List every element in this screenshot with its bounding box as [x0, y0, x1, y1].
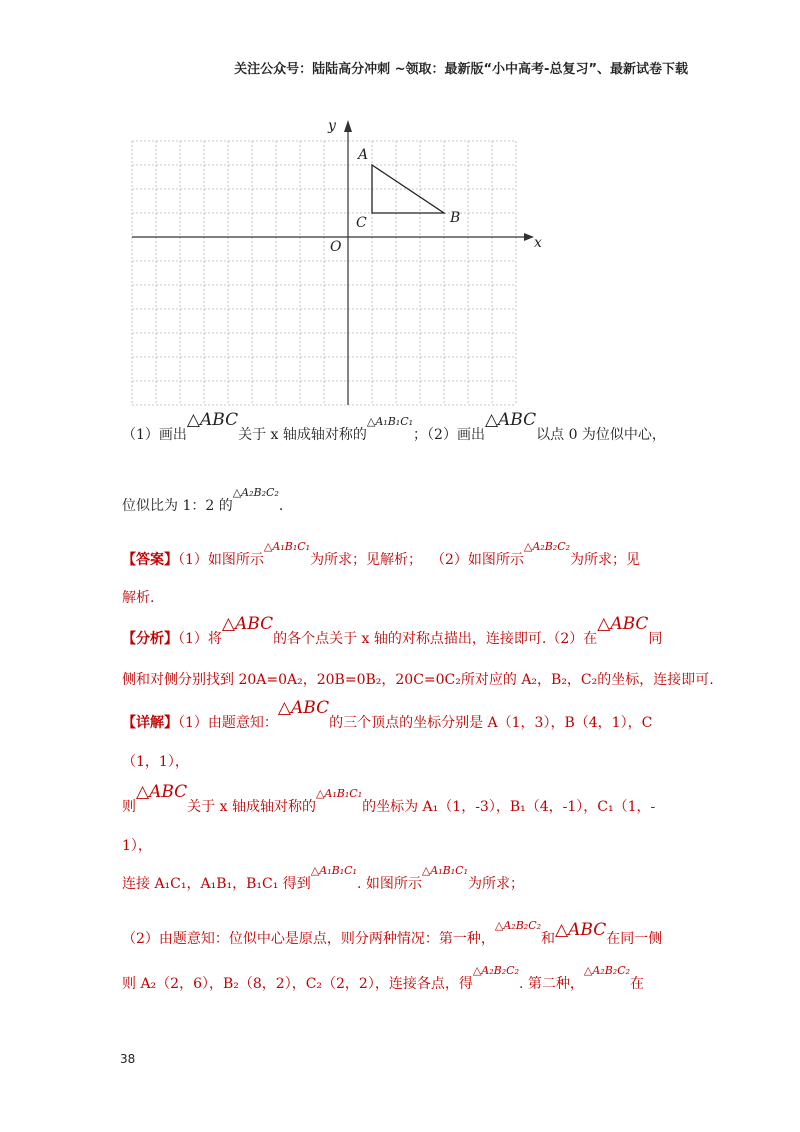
answer-line-2	[122, 588, 154, 608]
text: 为所求；见	[570, 552, 641, 568]
label-origin: O	[330, 239, 342, 255]
page-number: 38	[120, 1052, 136, 1066]
text: 解析.	[122, 590, 155, 606]
figure-labels	[327, 118, 542, 255]
coordinate-figure	[128, 116, 542, 406]
text: （2）如图所示	[430, 552, 524, 568]
text: 1），	[122, 838, 152, 854]
label-point-a: A	[358, 147, 369, 163]
text: （1）画出	[122, 427, 187, 443]
symbol-a1b1c1: △A₁B₁C₁	[310, 864, 357, 877]
text: （2）由题意知：位似中心是原点，则分两种情况：第一种，	[122, 931, 495, 947]
text: 的坐标为 A₁（1，-3），B₁（4，-1），C₁（1，-	[362, 799, 656, 815]
text: 则 A₂（2，6），B₂（8，2），C₂（2，2），连接各点，得	[122, 976, 473, 992]
text: .	[278, 498, 284, 514]
text: 在同一侧	[606, 931, 663, 947]
text: . 第二种，	[518, 976, 584, 992]
symbol-a1b1c1: △A₁B₁C₁	[263, 540, 311, 553]
symbol-a2b2c2: △A₂B₂C₂	[583, 964, 631, 977]
detail-line-7	[122, 964, 645, 995]
detail-line-6	[122, 919, 663, 950]
symbol-a1b1c1: △A₁B₁C₁	[421, 864, 468, 877]
text: （1）由题意知：	[178, 715, 278, 731]
text: （1，1），	[122, 754, 189, 770]
symbol-abc: △ABC	[555, 920, 607, 940]
label-point-b: B	[450, 210, 461, 226]
detail-line-4	[122, 836, 152, 856]
text: 的三个顶点的坐标分别是 A（1，3），B（4，1），C	[329, 715, 653, 731]
symbol-abc: △ABC	[186, 410, 239, 430]
symbol-a1b1c1: △A₁B₁C₁	[366, 415, 414, 428]
symbol-a2b2c2: △A₂B₂C₂	[523, 540, 571, 553]
label-y: y	[328, 118, 336, 134]
text: 关于 x 轴成轴对称的	[238, 427, 367, 443]
detail-line-5	[122, 864, 524, 895]
label-x: x	[534, 235, 542, 251]
text: （1）如图所示	[178, 552, 264, 568]
text: 和	[541, 931, 556, 947]
symbol-abc: △ABC	[277, 698, 330, 718]
text: 关于 x 轴成轴对称的	[187, 799, 316, 815]
analysis-line-1	[122, 614, 663, 649]
text: （1）将	[178, 631, 222, 647]
page-header: 关注公众号：陆陆高分冲刺 ~领取：最新版“小中高考-总复习”、最新试卷下载	[234, 62, 688, 77]
text: 则	[122, 799, 136, 815]
text: 为所求；	[467, 876, 524, 892]
text: 侧和对侧分别找到 20A=0A₂，20B=0B₂，20C=0C₂所对应的 A₂，B₂，C₂的坐标，连接即可.	[122, 672, 714, 688]
symbol-abc: △ABC	[136, 782, 188, 802]
text: 的各个点关于 x 轴的对称点描出，连接即可.（2）在	[273, 631, 598, 647]
question-line-1	[122, 410, 666, 446]
x-axis-arrow	[524, 233, 534, 241]
symbol-a2b2c2: △A₂B₂C₂	[232, 486, 279, 499]
symbol-abc: △ABC	[221, 614, 274, 634]
detail-tag: 【详解】	[122, 715, 178, 731]
text: 位似比为 1：2 的	[122, 498, 233, 514]
text: ；（2）画出	[413, 427, 485, 443]
symbol-a2b2c2: △A₂B₂C₂	[472, 964, 519, 977]
text: 在	[630, 976, 645, 992]
answer-line-1	[122, 540, 641, 571]
text: 连接 A₁C₁，A₁B₁，B₁C₁ 得到	[122, 876, 311, 892]
label-point-c: C	[356, 215, 367, 231]
symbol-abc: △ABC	[597, 614, 649, 634]
detail-line-2	[122, 752, 189, 772]
grid-lines	[132, 141, 516, 405]
axes	[132, 120, 534, 405]
text: 以点 0 为位似中心，	[536, 427, 666, 443]
symbol-a1b1c1: △A₁B₁C₁	[315, 787, 363, 800]
question-line-2	[122, 486, 284, 517]
analysis-tag: 【分析】	[122, 631, 178, 647]
symbol-a2b2c2: △A₂B₂C₂	[494, 919, 542, 932]
y-axis-arrow	[344, 120, 352, 132]
analysis-line-2	[122, 670, 714, 690]
text: 同	[648, 631, 663, 647]
answer-tag: 【答案】	[122, 552, 178, 568]
detail-line-1	[122, 698, 653, 733]
text: 为所求；见解析；	[310, 552, 423, 568]
text: . 如图所示	[356, 876, 422, 892]
symbol-abc: △ABC	[484, 410, 537, 430]
detail-line-3	[122, 782, 656, 818]
